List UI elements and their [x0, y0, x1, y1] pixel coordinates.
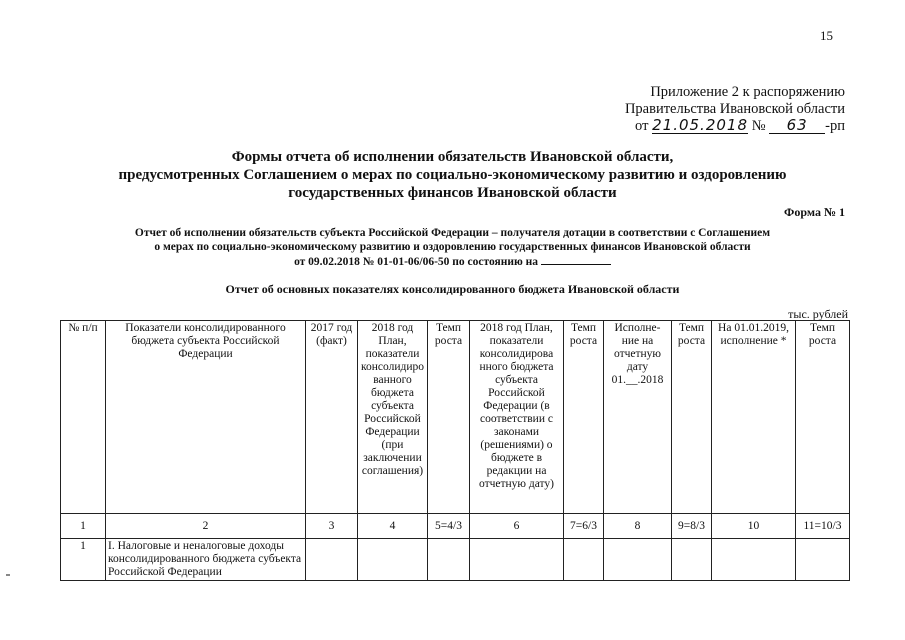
numbering-cell: 10: [712, 514, 796, 539]
table-header-row: [61, 321, 850, 514]
numbering-cell: 7=6/3: [564, 514, 604, 539]
empty-cell: [306, 539, 358, 581]
subtitle-line-3-text: от 09.02.2018 № 01-01-06/06-50 по состоянию на: [294, 256, 539, 268]
appendix-line-3: [625, 118, 845, 135]
document-title: [0, 148, 905, 202]
header-cell: Темп роста: [672, 321, 712, 514]
numbering-cell: 5=4/3: [428, 514, 470, 539]
row-number: 1: [61, 539, 106, 581]
handwritten-number: 63: [769, 118, 825, 134]
header-cell: № п/п: [61, 321, 106, 514]
numbering-cell: 8: [604, 514, 672, 539]
units-label: тыс. рублей: [788, 307, 848, 321]
empty-cell: [470, 539, 564, 581]
empty-cell: [672, 539, 712, 581]
header-cell: На 01.01.2019, исполнение *: [712, 321, 796, 514]
numbering-cell: 4: [358, 514, 428, 539]
empty-cell: [358, 539, 428, 581]
header-cell: Темп роста: [796, 321, 850, 514]
handwritten-date: 21.05.2018: [652, 116, 748, 134]
report-title: Отчет об основных показателях консолидированного бюджета Ивановской области: [225, 282, 680, 296]
date-blank-line: [541, 254, 611, 265]
header-cell: 2018 год План, показатели консолидиро ванного бюджета субъекта Российской Федерации (при заключении соглашения): [358, 321, 428, 514]
header-cell: Показатели консолидированного бюджета субъекта Российской Федерации: [106, 321, 306, 514]
row-indicator-name: I. Налоговые и неналоговые доходы консолидированного бюджета субъекта Российской Федерации: [106, 539, 306, 581]
header-cell: Исполне- ние на отчетную дату 01.__.2018: [604, 321, 672, 514]
numbering-cell: 3: [306, 514, 358, 539]
number-label: №: [751, 118, 766, 134]
numbering-cell: 9=8/3: [672, 514, 712, 539]
appendix-line-1: Приложение 2 к распоряжению: [650, 84, 845, 100]
appendix-block: [625, 84, 845, 135]
empty-cell: [428, 539, 470, 581]
header-cell: Темп роста: [428, 321, 470, 514]
appendix-suffix: -рп: [825, 118, 845, 134]
numbering-cell: 11=10/3: [796, 514, 850, 539]
numbering-cell: 2: [106, 514, 306, 539]
indicators-table: [60, 320, 850, 581]
empty-cell: [604, 539, 672, 581]
appendix-prefix: от: [635, 118, 649, 134]
empty-cell: [712, 539, 796, 581]
title-line-2: предусмотренных Соглашением о мерах по социально-экономическому развитию и оздоровлению: [118, 167, 787, 183]
numbering-cell: 1: [61, 514, 106, 539]
report-subtitle: [0, 226, 905, 269]
title-line-3: государственных финансов Ивановской области: [288, 185, 617, 201]
form-number: Форма № 1: [784, 205, 845, 219]
header-cell: 2017 год (факт): [306, 321, 358, 514]
subtitle-line-1: Отчет об исполнении обязательств субъекта Российской Федерации – получателя дотации в соответствии с Соглашением: [134, 227, 771, 239]
scan-edge-mark: [6, 574, 10, 576]
empty-cell: [796, 539, 850, 581]
title-line-1: Формы отчета об исполнении обязательств Ивановской области,: [231, 149, 674, 165]
page-number: 15: [820, 28, 833, 43]
empty-cell: [564, 539, 604, 581]
table-row: [61, 539, 850, 581]
appendix-line-2: Правительства Ивановской области: [624, 101, 845, 117]
subtitle-line-3: [0, 254, 905, 269]
subtitle-line-2: о мерах по социально-экономическому развитию и оздоровлению государственных финансов Ивановской области: [154, 241, 751, 253]
numbering-cell: 6: [470, 514, 564, 539]
header-cell: Темп роста: [564, 321, 604, 514]
header-cell: 2018 год План, показатели консолидирова нного бюджета субъекта Российской Федерации (в соответствии с законами (решениями) о бюджете в редакции на отчетную дату): [470, 321, 564, 514]
column-numbering-row: [61, 514, 850, 539]
